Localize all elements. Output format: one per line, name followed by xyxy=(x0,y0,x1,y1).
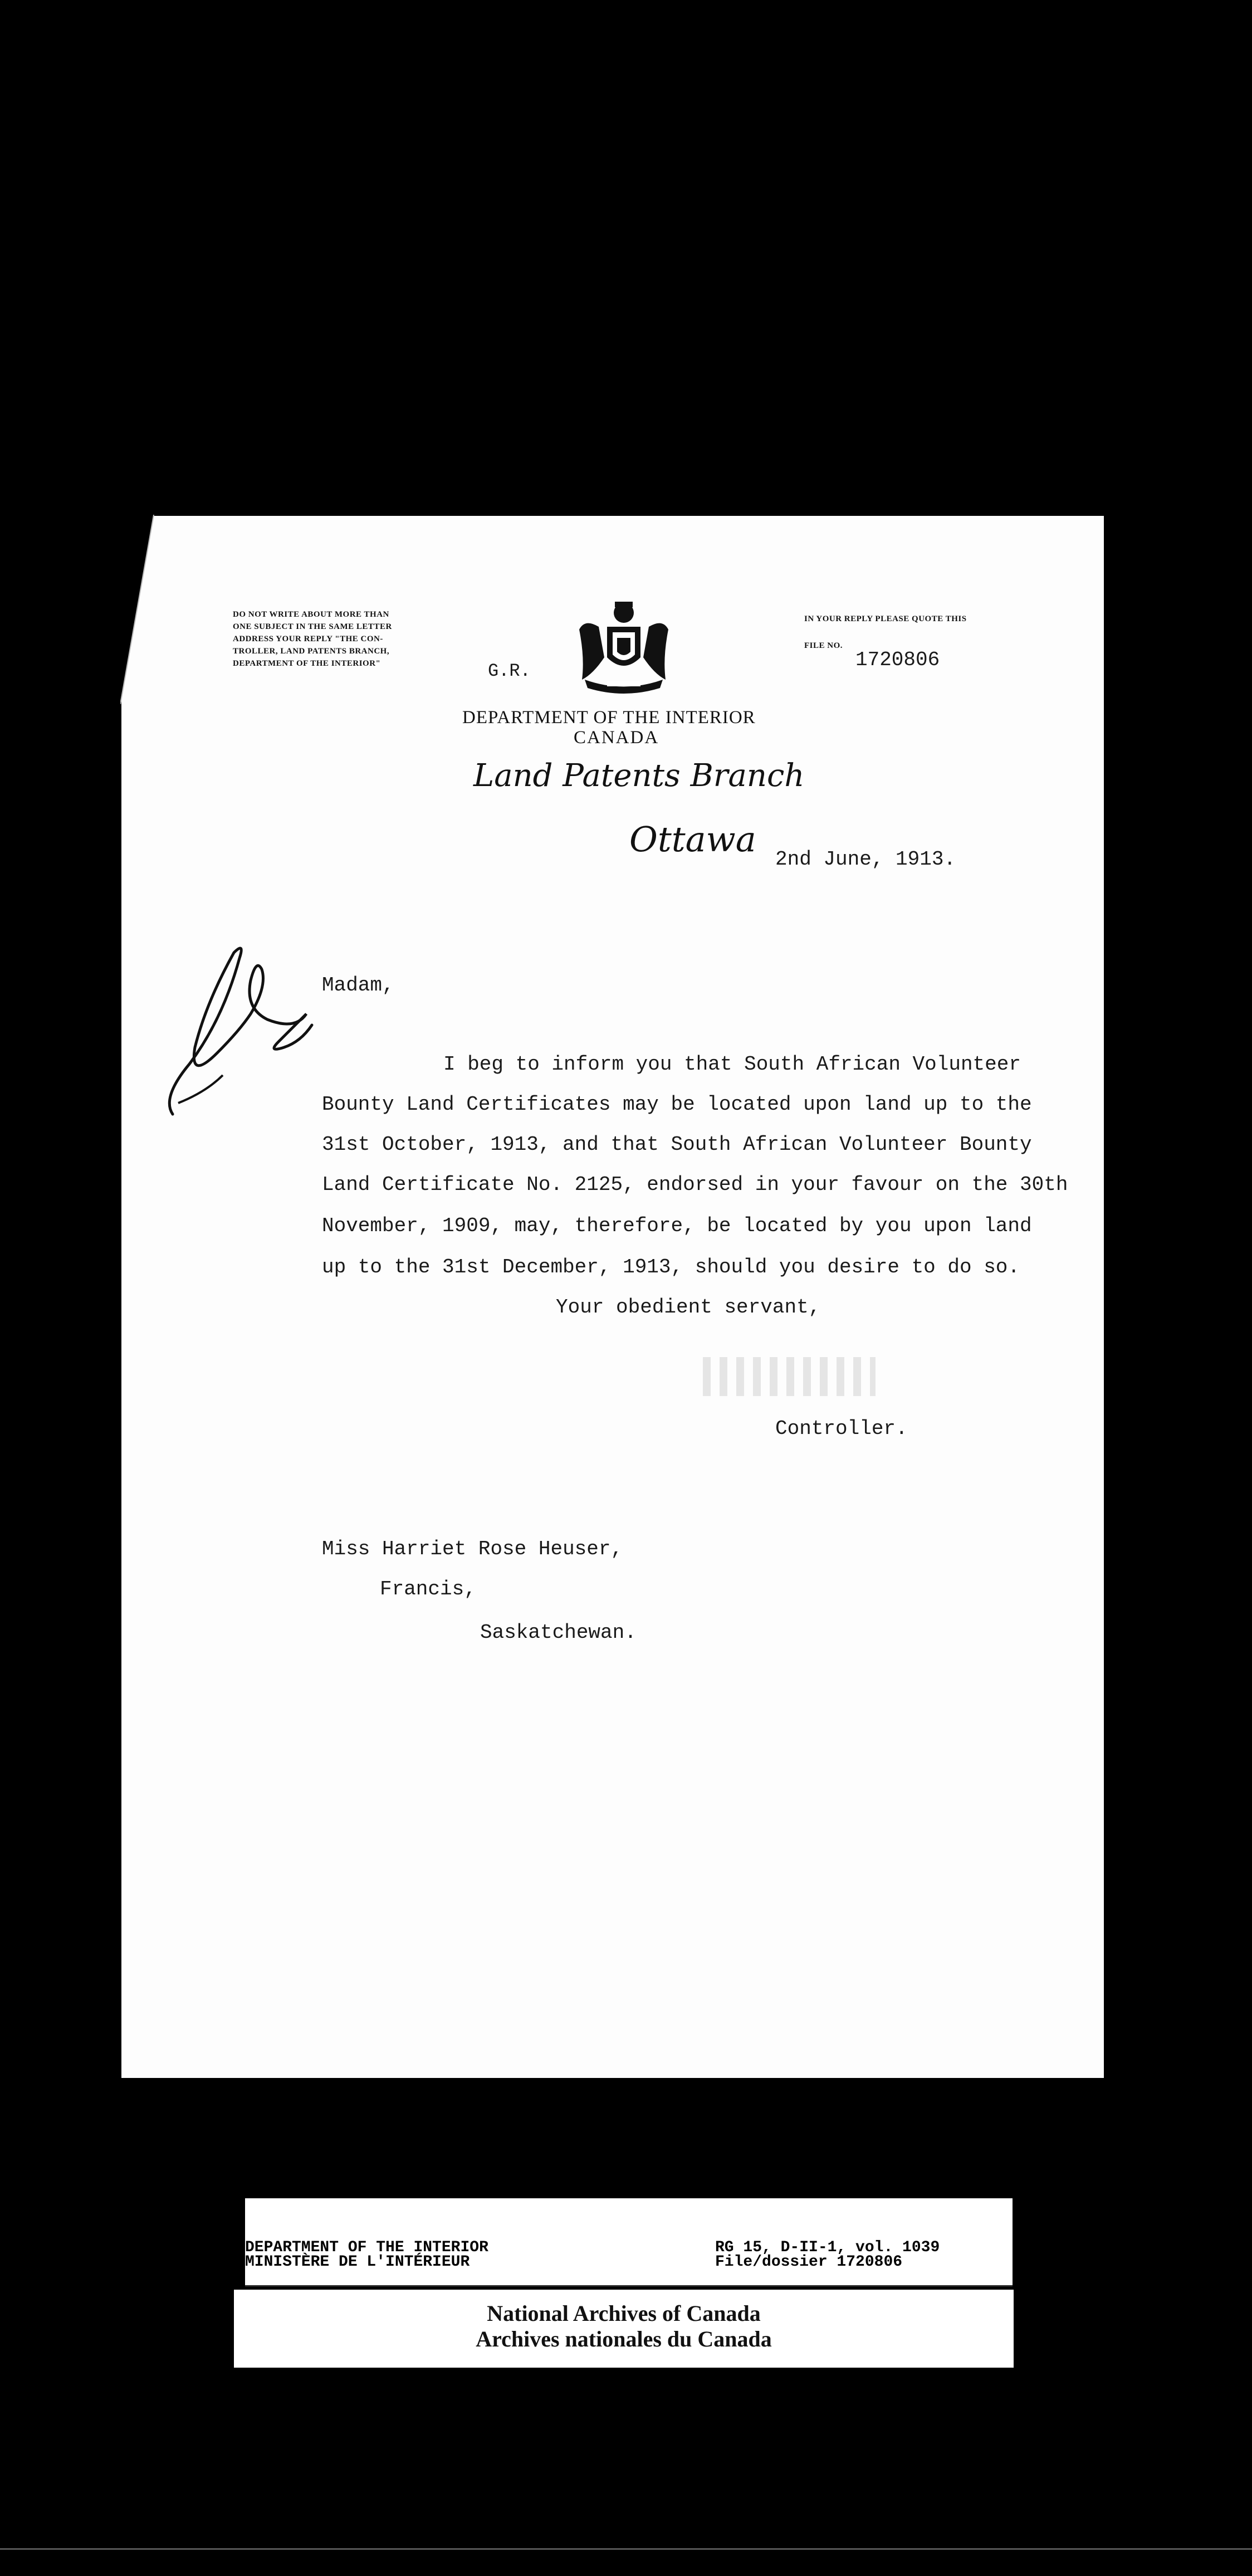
archives-names xyxy=(234,2301,1014,2352)
reply-note: IN YOUR REPLY PLEASE QUOTE THIS xyxy=(804,614,967,623)
body-line: 31st October, 1913, and that South African Volunteer Bounty xyxy=(322,1133,1032,1156)
notice-line: ONE SUBJECT IN THE SAME LETTER xyxy=(233,622,392,631)
notice-line: ADDRESS YOUR REPLY "THE CON- xyxy=(233,635,383,643)
archives-en: National Archives of Canada xyxy=(487,2301,761,2326)
coat-of-arms-emblem xyxy=(568,596,679,696)
archive-ref xyxy=(715,2241,940,2270)
notice-line: TROLLER, LAND PATENTS BRANCH, xyxy=(233,647,390,656)
closing: Your obedient servant, xyxy=(556,1296,821,1319)
archives-name-label xyxy=(234,2290,1014,2368)
body-line: I beg to inform you that South African Volunteer xyxy=(443,1053,1021,1076)
archive-ref-file: File/dossier 1720806 xyxy=(715,2253,903,2271)
addressee-province: Saskatchewan. xyxy=(480,1621,637,1644)
archive-reference-label xyxy=(245,2198,1013,2287)
body-line: Land Certificate No. 2125, endorsed in your favour on the 30th xyxy=(322,1173,1068,1196)
city-ottawa: Ottawa xyxy=(629,819,756,860)
branch-heading: Land Patents Branch xyxy=(473,758,805,794)
initials-gr: G.R. xyxy=(488,661,531,681)
archives-fr: Archives nationales du Canada xyxy=(476,2326,772,2351)
notice-line: DO NOT WRITE ABOUT MORE THAN xyxy=(233,610,389,619)
addressee-name: Miss Harriet Rose Heuser, xyxy=(322,1538,623,1560)
scan-edge-line xyxy=(0,2548,1252,2550)
department-heading: DEPARTMENT OF THE INTERIOR xyxy=(462,708,756,728)
notice-line: DEPARTMENT OF THE INTERIOR" xyxy=(233,659,381,668)
letterhead-notice xyxy=(233,608,392,670)
salutation: Madam, xyxy=(322,974,394,997)
file-number: 1720806 xyxy=(855,648,940,671)
addressee-town: Francis, xyxy=(380,1578,476,1601)
folded-corner xyxy=(120,515,170,715)
body-line: Bounty Land Certificates may be located upon land up to the xyxy=(322,1093,1032,1116)
archive-dept-en: DEPARTMENT OF THE INTERIOR xyxy=(245,2239,488,2256)
archive-dept xyxy=(245,2241,488,2270)
country-heading: CANADA xyxy=(574,728,659,748)
signature-title: Controller. xyxy=(775,1417,908,1440)
faint-stamp xyxy=(703,1357,876,1396)
handwritten-mark-icon xyxy=(156,936,317,1125)
file-label: FILE NO. xyxy=(804,641,843,650)
archive-dept-fr: MINISTÈRE DE L'INTÉRIEUR xyxy=(245,2253,470,2271)
letter-date: 2nd June, 1913. xyxy=(775,848,956,871)
body-line: up to the 31st December, 1913, should you desire to do so. xyxy=(322,1256,1020,1279)
archive-ref-volume: RG 15, D-II-1, vol. 1039 xyxy=(715,2239,940,2256)
body-line: November, 1909, may, therefore, be located by you upon land xyxy=(322,1214,1032,1237)
